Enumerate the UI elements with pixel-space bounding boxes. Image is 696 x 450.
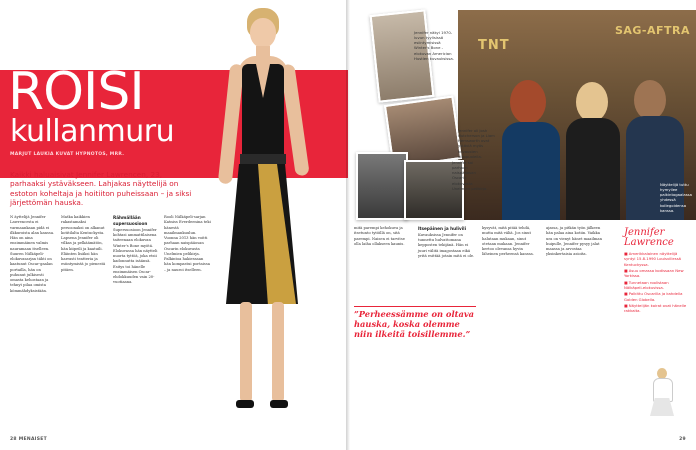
person-3-head: [634, 80, 666, 120]
page-gutter: [346, 0, 350, 450]
right-body-column-3: kysyvät, mitä pitää tehdä, mutta mitä väliä. Jos sinut halutaan mukaan, sinut otetaan mukaan. Jennifer kertoo olevansa hyvin läheinen perheensä kanssa.: [482, 226, 534, 257]
page-folio-left: 28 MENAISET: [10, 437, 47, 442]
right-page: [348, 0, 696, 450]
right-body-column-4: ajassa, ja pitkän työn jälkeen hän palaa aina kotiin. Vaikka ura on vienyt hänet maailman huipulle, Jennifer pysyy jalat maassa ja arvostaa yksinkertaisia asioita.: [546, 226, 602, 257]
section-subhead: Rähmällään supersuosioon: [113, 215, 148, 226]
photo-costars: [356, 152, 408, 220]
right-section-subhead: Itsepäinen ja hulivili: [418, 226, 466, 231]
body-column-3: [113, 215, 160, 286]
sidebar-item: ■ Näyttelijän koirat ovat hänelle rakkaita.: [624, 302, 687, 314]
sidebar-item: ■ Asuu omassa kodissaan New Yorkissa.: [624, 267, 684, 279]
figure-belt: [240, 154, 286, 164]
figure-leg-right: [272, 302, 284, 402]
gala-sign-sag: SAG-AFTRA: [614, 24, 690, 37]
photo-caption-4: Näyttelijä tuttu hymyilee palkintogaalassa yhdessä kollegoidensa kanssa.: [660, 182, 692, 213]
sidebar-item: ■ Amerikkalainen näyttelijä syntyi 15.8.1990 Louisvillessä Kentuckyssa.: [624, 251, 682, 267]
byline: MARJUT LAUKIA KUVAT HYPNOTOS, MRR.: [10, 152, 125, 157]
sidebar-list: [624, 251, 688, 313]
person-1-body: [502, 122, 560, 220]
body-column-4: Rooli Nälkäpeli-sarjan Katniss Everdeenina teki hänestä maailmankuulun. Vuonna 2013 hän voitti parhaan naispääosan Oscarin elokuvasta Unelmien pelikirja. Palkintoa hakiessaan hän kompastui portaissa – ja nauroi itselleen.: [164, 215, 211, 272]
sidebar-figure-illustration: [648, 368, 676, 418]
photo-caption-1: Jennifer näkyi 1970-luvun tyylisissä esiintymisissä Winter's Bone -elokuvan Americian Hustlen kuvauksissa.: [414, 30, 454, 61]
article-title: ROISI: [8, 62, 144, 122]
body-column-2: Matka kaikkien rakastamaksi persoonaksi on alkanut kotitilalta Kentuckysta. Lapsena Jennifer oli vilkas ja pelkäämätön, hän kiipeili ja kaatuili. Eläinten lisäksi hän harrasti teatteria ja esiintymistä jo pienestä pitäen.: [61, 215, 106, 272]
figure-face: [250, 18, 276, 48]
lead-paragraph: Kaikki haluaisivat Jennifer Lawrencen, 23, parhaaksi ystäväkseen. Lahjakas näyttelijä on estoton koheltaja ja hoitiiton puheissaan – ja siksi järjettömän hauska.: [10, 170, 192, 207]
cover-photo-jennifer: [196, 8, 326, 418]
photo-caption-3: Jennifer sai parhaan naispääosan Oscarin elokuvasta Unelmien pelikirja.: [452, 160, 488, 191]
body-column-3-text: Supersuosioon Jennifer kohtasi ammattilaisena taiteenaan elokuvan Winter's Bone myötä. Elokuvassa hän näytteli nuorta tyttöä, joka etsii kadonnutta isäänsä. Esitys toi hänelle ensimmäisen Oscar-ehdokkuuden vain 20-vuotiaana.: [113, 227, 158, 285]
page-folio-right: 29: [679, 437, 686, 442]
right-body-column-2: [418, 226, 476, 259]
person-2-body: [566, 118, 620, 220]
article-subtitle: kullanmuru: [10, 114, 175, 149]
sidebar-item: ■ Palkittu Oscarilla ja kahdella Golden Globella.: [624, 291, 683, 302]
body-column-1: N äyttelijä Jennifer Lawrencesta ei varmaankaan pidä ei ilkkuroista alan kanssa. Hän on aina ensimmäinen valmis nauramaan itselleen. Suuren Nälkäpeli-elokuvasarjan tähti on kaatunut Oscar-gaalan portailla, hän on puhunut julkisesti omasta kehostaan ja tehnyt pilaa omista kömmähdyksistään.: [10, 215, 55, 293]
person-1-head: [510, 80, 546, 124]
photo-caption-2: Jennifer oli Josh Hutcherson ja Liam Hemsworth ovat ystäviä myös kuvausten ulkopuolella.: [458, 128, 495, 159]
figure-leg-left: [240, 302, 252, 402]
right-body-column-2-text: Kuvauksissa Jennifer on tunnettu hulvattomana kepposten tekijänä. Hän ei juuri välitä imagostaan eikä yritä esittää jotain mitä ei ole.: [418, 232, 475, 258]
right-body-column-1: mitä parempi kehokuva ja itsetunto tytöillä on, sitä parempi. Naisen ei tarvitse olla laiha ollakseen kaunis.: [354, 226, 405, 246]
figure-shoe-left: [236, 400, 254, 408]
person-2-head: [576, 82, 608, 122]
figure-shoe-right: [270, 400, 288, 408]
pull-quote: ”Perheessämme on oltava hauska, koska olemme niin ilkeitä toisillemme.”: [354, 306, 476, 340]
gala-sign-tnt: TNT: [478, 38, 510, 53]
sidebar-item: ■ Tunnetaan roolistaan Nälkäpeli-elokuvissa.: [624, 279, 669, 290]
sidebar-title: Jennifer Lawrence: [624, 227, 674, 248]
fact-sidebar: [624, 228, 688, 314]
